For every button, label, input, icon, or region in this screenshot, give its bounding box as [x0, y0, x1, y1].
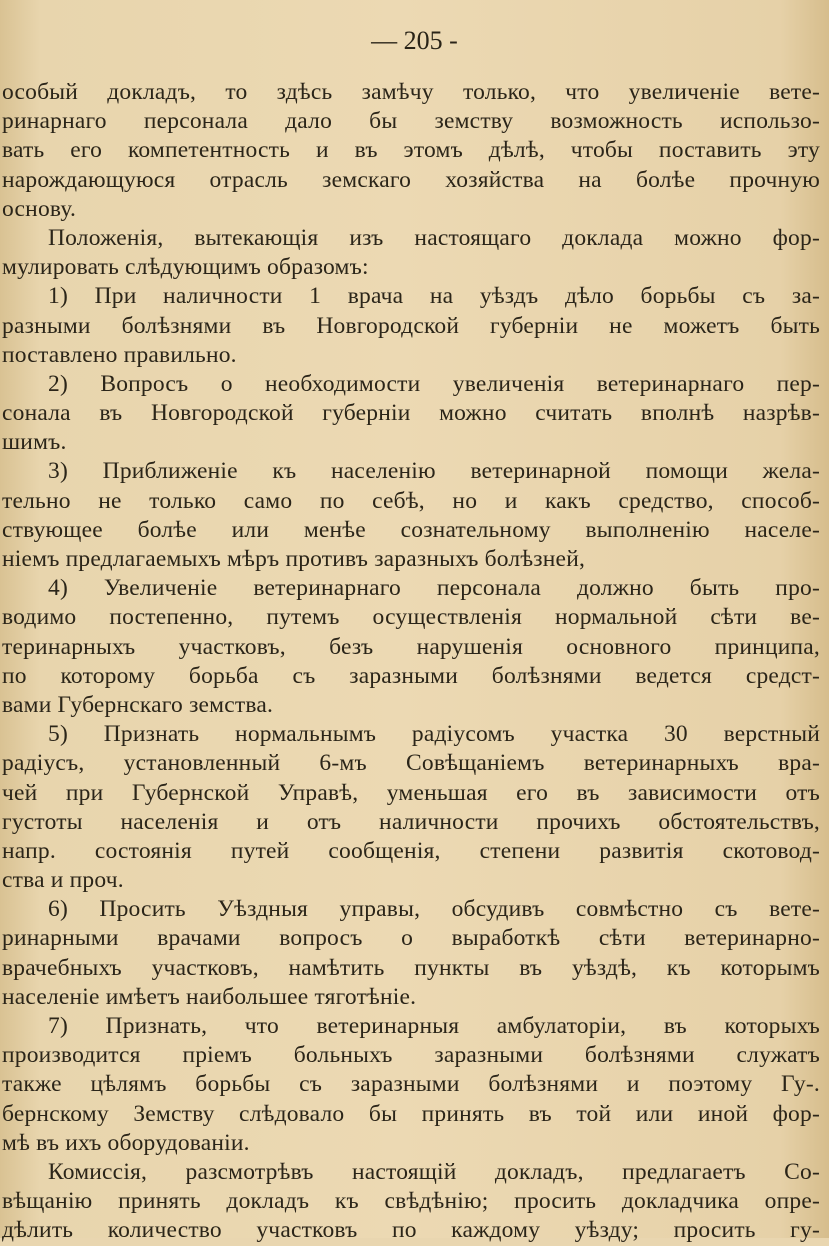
text-line: 5) Признать нормальнымъ радіусомъ участка 30 верстный	[48, 721, 820, 748]
text-line: ства и проч.	[2, 867, 124, 894]
text-line: ніемъ предлагаемыхъ мѣръ противъ заразныхъ болѣзней,	[2, 546, 586, 572]
text-line: радіусъ, установленный 6-мъ Совѣщаніемъ ветеринарныхъ вра-	[2, 750, 820, 777]
text-line: мулировать слѣдующимъ образомъ:	[2, 254, 369, 281]
text-line: тельно не только само по себѣ, но и какъ средство, способ-	[2, 487, 820, 514]
text-line: населеніе имѣетъ наибольшее тяготѣніе.	[2, 983, 417, 1010]
body-text	[2, 78, 820, 1246]
text-line: шимъ.	[2, 429, 67, 456]
text-line: 2) Вопросъ о необходимости увеличенія ветеринарнаго пер-	[48, 370, 820, 397]
text-line: 3) Приближеніе къ населенію ветеринарной помощи жела-	[48, 458, 820, 485]
text-line: ринарными врачами вопросъ о выработкѣ сѣти ветеринарно-	[2, 925, 820, 952]
text-line: основу.	[2, 195, 77, 222]
text-line: ринарнаго персонала дало бы земству возможность использо-	[2, 108, 820, 135]
text-line: нарождающуюся отрасль земскаго хозяйства на болѣе прочную	[2, 166, 820, 193]
text-line: водимо постепенно, путемъ осуществленія нормальной сѣти ве-	[2, 604, 820, 631]
text-line: чей при Губернской Управѣ, уменьшая его въ зависимости отъ	[2, 779, 820, 806]
text-line: 4) Увеличеніе ветеринарнаго персонала должно быть про-	[48, 575, 820, 602]
text-line: мѣ въ ихъ оборудованіи.	[2, 1129, 250, 1156]
text-line: 7) Признать, что ветеринарныя амбулаторіи, въ которыхъ	[48, 1013, 820, 1039]
text-line: ствующее болѣе или менѣе сознательному выполненію населе-	[2, 516, 820, 543]
page-number: — 205 -	[371, 26, 458, 55]
text-line: врачебныхъ участковъ, намѣтить пункты въ уѣздѣ, къ которымъ	[2, 954, 820, 981]
text-line: теринарныхъ участковъ, безъ нарушенія основного принципа,	[2, 633, 820, 660]
text-line: 6) Просить Уѣздныя управы, обсудивъ совмѣстно съ вете-	[48, 896, 820, 923]
text-line: Комиссія, разсмотрѣвъ настоящій докладъ, предлагаетъ Со-	[48, 1158, 820, 1185]
text-line: также цѣлямъ борьбы съ заразными болѣзнями и поэтому Гу-.	[2, 1071, 820, 1098]
text-line: густоты населенія и отъ наличности прочихъ обстоятельствъ,	[2, 808, 820, 835]
text-line: вами Губернскаго земства.	[2, 691, 274, 718]
text-line: по которому борьба съ заразными болѣзнями ведется средст-	[2, 662, 820, 689]
text-line: поставлено правильно.	[2, 341, 237, 368]
text-line: сонала въ Новгородской губерніи можно считать вполнѣ назрѣв-	[2, 400, 820, 427]
text-line: вать его компетентность и въ этомъ дѣлѣ, чтобы поставить эту	[2, 137, 820, 164]
text-line: напр. состоянія путей сообщенія, степени развитія скотовод-	[2, 837, 820, 864]
text-line: Положенія, вытекающія изъ настоящаго доклада можно фор-	[48, 224, 820, 251]
text-line: 1) При наличности 1 врача на уѣздъ дѣло борьбы съ за-	[48, 283, 820, 310]
text-line: вѣщанію принять докладъ къ свѣдѣнію; просить докладчика опре-	[2, 1188, 820, 1215]
text-line: бернскому Земству слѣдовало бы принять въ той или иной фор-	[2, 1100, 820, 1127]
text-line: особый докладъ, то здѣсь замѣчу только, что увеличеніе вете-	[2, 79, 820, 105]
text-line: дѣлить количество участковъ по каждому уѣзду; просить гу-	[2, 1217, 820, 1244]
text-line: производится пріемъ больныхъ заразными болѣзнями служатъ	[2, 1042, 820, 1069]
text-line: разными болѣзнями въ Новгородской губерніи не можетъ быть	[2, 312, 820, 339]
